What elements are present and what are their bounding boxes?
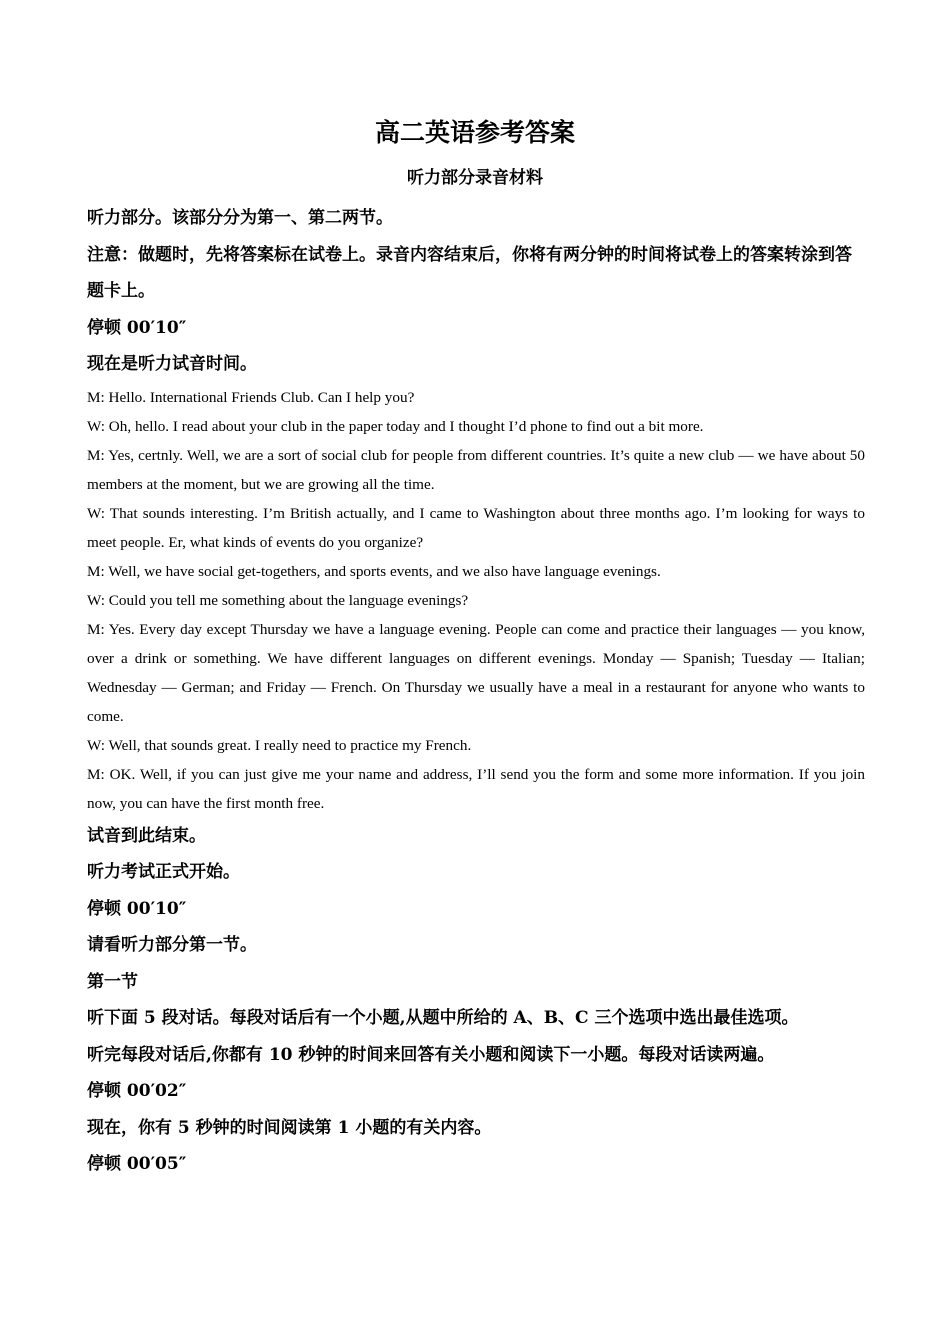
page-subtitle: 听力部分录音材料 xyxy=(407,168,543,188)
dialogue-line: M: Yes. Every day except Thursday we have a language evening. People can come and practice their languages — you know, over a drink or something. We have different languages on different evenings. Monday — Spanish; Tuesday — Italian; Wednesday — German; and Friday — French. On Thursday we usually have a meal in a restaurant for anyone who wants to come. xyxy=(87,620,865,725)
dialogue-line: M: Hello. International Friends Club. Can I help you? xyxy=(87,388,415,406)
dialogue-line: M: Yes, certnly. Well, we are a sort of social club for people from different countries. It’s quite a new club — we have about 50 members at the moment, but we are growing all the time. xyxy=(87,446,865,493)
pause-line: 停顿 00′02″ xyxy=(87,1081,187,1101)
pause-line: 停顿 00′10″ xyxy=(87,898,187,919)
intro-line: 听力部分。该部分分为第一、第二两节。 xyxy=(87,208,393,228)
trial-end-line: 试音到此结束。 xyxy=(87,825,206,846)
instruction-line: 听下面 5 段对话。每段对话后有一个小题,从题中所给的 A、B、C 三个选项中选出最佳选项。 xyxy=(87,1008,799,1028)
exam-start-line: 听力考试正式开始。 xyxy=(87,862,240,882)
dialogue-line: W: Could you tell me something about the language evenings? xyxy=(87,591,469,609)
see-section-line: 请看听力部分第一节。 xyxy=(87,935,257,955)
section-heading: 第一节 xyxy=(87,971,138,992)
dialogue-line: W: Oh, hello. I read about your club in the paper today and I thought I’d phone to find out a bit more. xyxy=(87,417,704,435)
dialogue-line: W: Well, that sounds great. I really need to practice my French. xyxy=(87,736,472,754)
pause-line: 停顿 00′05″ xyxy=(87,1154,187,1174)
dialogue-line: M: OK. Well, if you can just give me your name and address, I’ll send you the form and some more information. If you join now, you can have the first month free. xyxy=(87,765,865,812)
pause-line: 停顿 00′10″ xyxy=(87,317,187,338)
read-question-line: 现在，你有 5 秒钟的时间阅读第 1 小题的有关内容。 xyxy=(87,1117,492,1138)
instruction-line: 听完每段对话后,你都有 10 秒钟的时间来回答有关小题和阅读下一小题。每段对话读两遍。 xyxy=(87,1044,775,1065)
dialogue-line: W: That sounds interesting. I’m British actually, and I came to Washington about three months ago. I’m looking for ways to meet people. Er, what kinds of events do you organize? xyxy=(87,504,865,551)
intro-note: 注意：做题时，先将答案标在试卷上。录音内容结束后，你将有两分钟的时间将试卷上的答案转涂到答题卡上。 xyxy=(87,244,852,301)
page-title: 高二英语参考答案 xyxy=(374,118,575,147)
trial-start-line: 现在是听力试音时间。 xyxy=(87,354,257,374)
document-body xyxy=(87,200,865,1183)
dialogue-line: M: Well, we have social get-togethers, and sports events, and we also have language evenings. xyxy=(87,562,661,580)
